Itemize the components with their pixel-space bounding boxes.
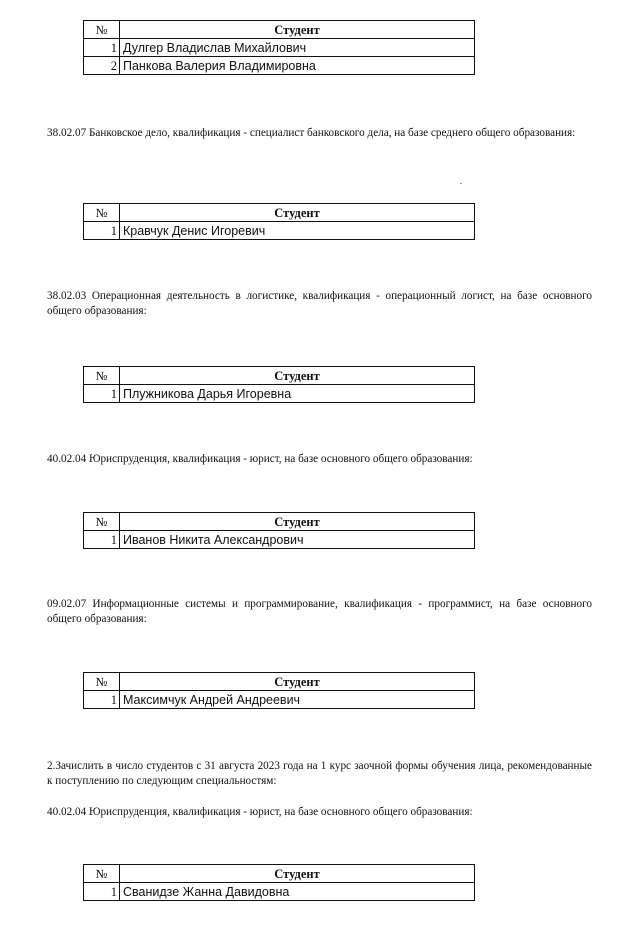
table-row [84, 57, 475, 75]
table-row [84, 222, 475, 240]
student-column-header: Студент [120, 513, 475, 531]
student-table [83, 512, 475, 549]
specialty-heading: 09.02.07 Информационные системы и программирование, квалификация - программист, на базе основного общего образования: [47, 598, 592, 625]
row-number: 1 [84, 531, 120, 549]
student-name: Панкова Валерия Владимировна [120, 57, 475, 75]
table-row [84, 39, 475, 57]
number-column-header: № [84, 673, 120, 691]
number-column-header: № [84, 204, 120, 222]
table-header-row [84, 204, 475, 222]
table-row [84, 531, 475, 549]
student-table [83, 203, 475, 240]
number-column-header: № [84, 21, 120, 39]
specialty-heading: 40.02.04 Юриспруденция, квалификация - юрист, на базе основного общего образования: [47, 806, 473, 818]
table-header-row [84, 673, 475, 691]
number-column-header: № [84, 865, 120, 883]
student-name: Иванов Никита Александрович [120, 531, 475, 549]
student-name: Кравчук Денис Игоревич [120, 222, 475, 240]
student-name: Сванидзе Жанна Давидовна [120, 883, 475, 901]
student-column-header: Студент [120, 367, 475, 385]
student-column-header: Студент [120, 865, 475, 883]
student-table [83, 672, 475, 709]
enrollment-order-paragraph: 2.Зачислить в число студентов с 31 августа 2023 года на 1 курс заочной формы обучения лица, рекомендованные к поступлению по следующим специальностям: [47, 760, 592, 787]
table-header-row [84, 367, 475, 385]
table-header-row [84, 21, 475, 39]
specialty-heading: 38.02.07 Банковское дело, квалификация - специалист банковского дела, на базе среднего общего образования: [47, 127, 576, 139]
student-column-header: Студент [120, 673, 475, 691]
row-number: 1 [84, 39, 120, 57]
student-table [83, 366, 475, 403]
number-column-header: № [84, 367, 120, 385]
student-column-header: Студент [120, 21, 475, 39]
student-table [83, 20, 475, 75]
number-column-header: № [84, 513, 120, 531]
row-number: 1 [84, 222, 120, 240]
scan-speck [460, 183, 462, 184]
student-column-header: Студент [120, 204, 475, 222]
row-number: 1 [84, 691, 120, 709]
student-name: Максимчук Андрей Андреевич [120, 691, 475, 709]
specialty-heading: 38.02.03 Операционная деятельность в логистике, квалификация - операционный логист, на базе основного общего образования: [47, 290, 592, 317]
table-header-row [84, 513, 475, 531]
specialty-heading: 40.02.04 Юриспруденция, квалификация - юрист, на базе основного общего образования: [47, 453, 473, 465]
table-row [84, 883, 475, 901]
student-table [83, 864, 475, 901]
row-number: 1 [84, 883, 120, 901]
table-row [84, 691, 475, 709]
row-number: 1 [84, 385, 120, 403]
table-header-row [84, 865, 475, 883]
table-row [84, 385, 475, 403]
student-name: Плужникова Дарья Игоревна [120, 385, 475, 403]
row-number: 2 [84, 57, 120, 75]
student-name: Дулгер Владислав Михайлович [120, 39, 475, 57]
